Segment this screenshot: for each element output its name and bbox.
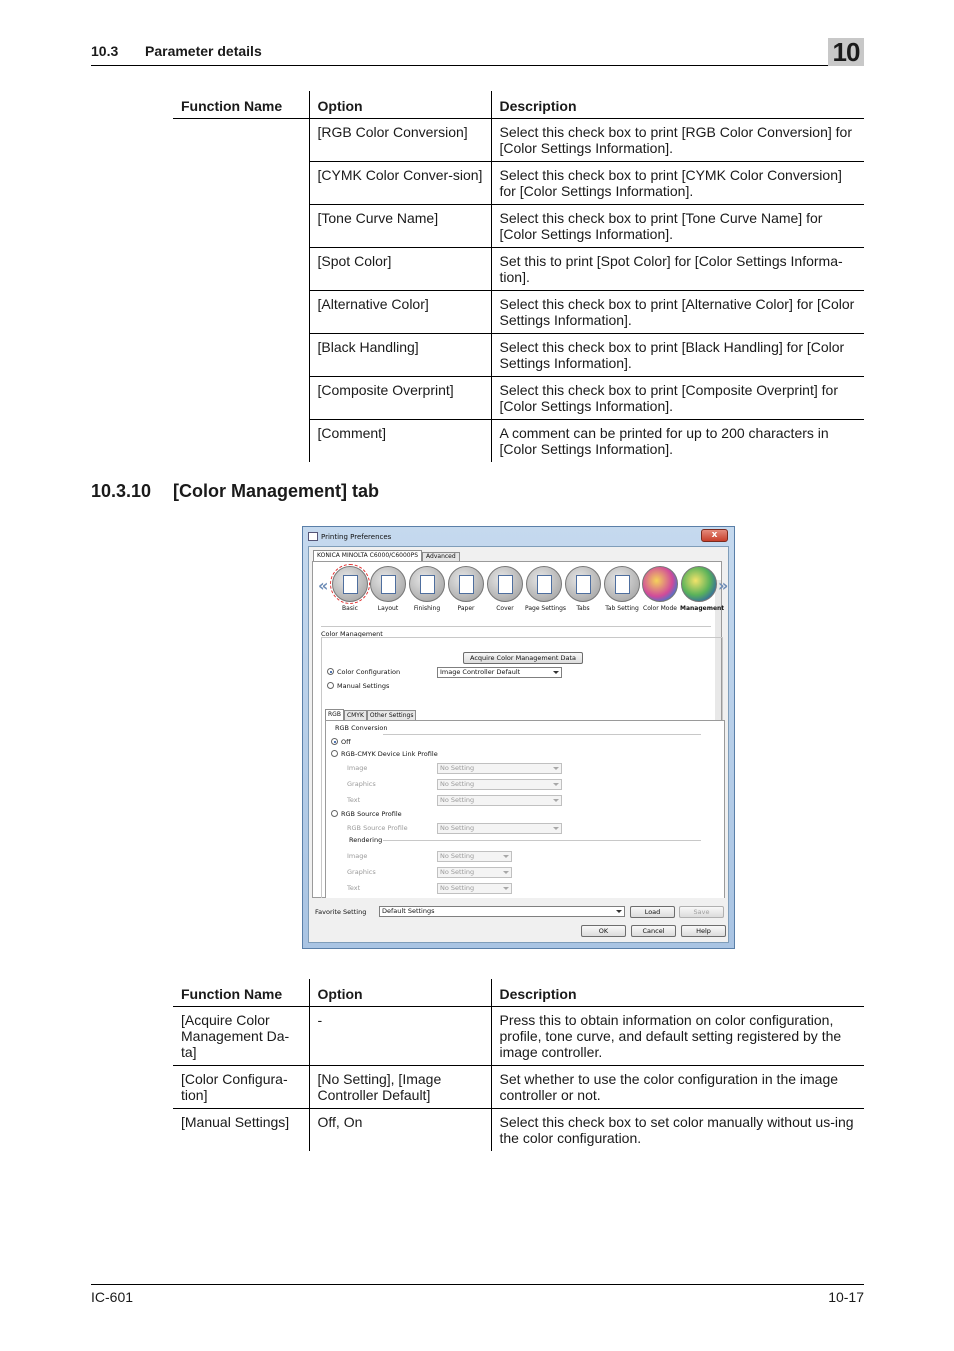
color-configuration-select[interactable] bbox=[437, 667, 562, 678]
section-number: 10.3.10 bbox=[91, 481, 152, 501]
function-icon-row bbox=[318, 566, 729, 616]
description-cell: Select this check box to print [CYMK Color Conversion] for [Color Settings Information]. bbox=[491, 162, 864, 205]
icon-label-management: Management bbox=[680, 605, 725, 612]
device-link-profile-radio[interactable] bbox=[331, 750, 338, 757]
column-header-description: Description bbox=[491, 979, 864, 1007]
header-section-title: Parameter details bbox=[145, 43, 262, 59]
chevron-down-icon bbox=[553, 783, 559, 786]
column-header-function: Function Name bbox=[173, 91, 309, 119]
tab-rgb[interactable]: RGB bbox=[325, 709, 344, 720]
icon-paper[interactable] bbox=[447, 566, 485, 612]
device-link-text-select[interactable] bbox=[437, 795, 562, 806]
rendering-image-select[interactable] bbox=[437, 851, 512, 862]
tab-setting-icon bbox=[604, 566, 640, 602]
select-value: No Setting bbox=[440, 852, 475, 860]
icon-basic[interactable] bbox=[331, 566, 369, 612]
table-row bbox=[173, 162, 864, 205]
description-cell: Select this check box to print [RGB Color Conversion] for [Color Settings Information]. bbox=[491, 119, 864, 162]
description-cell: A comment can be printed for up to 200 characters in [Color Settings Information]. bbox=[491, 420, 864, 463]
icon-label-layout: Layout bbox=[377, 605, 399, 612]
option-cell: [Alternative Color] bbox=[309, 291, 491, 334]
function-cell bbox=[173, 248, 309, 291]
favorite-setting-label: Favorite Setting bbox=[315, 908, 367, 916]
icon-tabs[interactable] bbox=[564, 566, 602, 612]
column-header-description: Description bbox=[491, 91, 864, 119]
parameter-table-bottom bbox=[173, 979, 864, 1151]
rendering-text-label: Text bbox=[347, 884, 361, 892]
description-cell: Select this check box to print [Alternative Color] for [Color Settings Information]. bbox=[491, 291, 864, 334]
tab-cmyk[interactable]: CMYK bbox=[344, 710, 367, 720]
printer-icon bbox=[308, 532, 318, 541]
function-cell: [Color Configura-tion] bbox=[173, 1066, 309, 1109]
page-footer bbox=[91, 1284, 864, 1305]
rendering-label: Rendering bbox=[349, 836, 383, 844]
table-row bbox=[173, 248, 864, 291]
option-cell: [Comment] bbox=[309, 420, 491, 463]
dialog-footer bbox=[309, 898, 728, 942]
dialog-body bbox=[308, 546, 729, 943]
rendering-graphics-select[interactable] bbox=[437, 867, 512, 878]
source-profile-field-label: RGB Source Profile bbox=[347, 824, 408, 832]
text-label: Text bbox=[347, 796, 361, 804]
page-settings-icon bbox=[526, 566, 562, 602]
chevron-down-icon bbox=[553, 671, 559, 674]
select-value: No Setting bbox=[440, 884, 475, 892]
description-cell: Set whether to use the color configuration in the image controller or not. bbox=[491, 1066, 864, 1109]
column-header-option: Option bbox=[309, 979, 491, 1007]
chevron-down-icon bbox=[616, 910, 622, 913]
footer-page-number: 10-17 bbox=[828, 1289, 864, 1305]
page-header bbox=[91, 37, 864, 67]
save-button[interactable]: Save bbox=[679, 906, 724, 918]
tab-other-settings[interactable]: Other Settings bbox=[367, 710, 417, 720]
divider bbox=[383, 734, 701, 735]
divider bbox=[321, 626, 711, 627]
help-button[interactable]: Help bbox=[681, 925, 726, 937]
management-icon bbox=[681, 566, 717, 602]
acquire-color-management-data-button[interactable]: Acquire Color Management Data bbox=[463, 652, 583, 664]
option-cell: Off, On bbox=[309, 1109, 491, 1152]
icon-management[interactable] bbox=[680, 566, 725, 612]
icon-label-tab-setting: Tab Setting bbox=[605, 605, 639, 612]
device-link-profile-label: RGB-CMYK Device Link Profile bbox=[341, 750, 438, 758]
section-title: [Color Management] tab bbox=[173, 481, 380, 501]
top-tabs bbox=[313, 550, 460, 561]
option-cell: [Black Handling] bbox=[309, 334, 491, 377]
image-label: Image bbox=[347, 764, 368, 772]
color-configuration-radio[interactable] bbox=[327, 668, 334, 675]
manual-settings-radio[interactable] bbox=[327, 682, 334, 689]
function-cell bbox=[173, 162, 309, 205]
table-row bbox=[173, 377, 864, 420]
device-link-image-select[interactable] bbox=[437, 763, 562, 774]
description-cell: Select this check box to print [Tone Curve Name] for [Color Settings Information]. bbox=[491, 205, 864, 248]
description-cell: Select this check box to print [Black Handling] for [Color Settings Information]. bbox=[491, 334, 864, 377]
close-button[interactable]: x bbox=[701, 529, 728, 542]
table-row bbox=[173, 1007, 864, 1066]
icon-label-basic: Basic bbox=[342, 605, 358, 612]
chevron-down-icon bbox=[503, 855, 509, 858]
column-header-function: Function Name bbox=[173, 979, 309, 1007]
icon-label-page-settings: Page Settings bbox=[525, 605, 567, 612]
option-cell: [CYMK Color Conver-sion] bbox=[309, 162, 491, 205]
select-value: No Setting bbox=[440, 780, 475, 788]
device-link-graphics-select[interactable] bbox=[437, 779, 562, 790]
select-value: No Setting bbox=[440, 868, 475, 876]
chevron-down-icon bbox=[553, 827, 559, 830]
description-cell: Set this to print [Spot Color] for [Color Settings Informa-tion]. bbox=[491, 248, 864, 291]
icon-cover[interactable] bbox=[486, 566, 524, 612]
header-section-number: 10.3 bbox=[91, 43, 119, 59]
graphics-label: Graphics bbox=[347, 780, 376, 788]
function-cell bbox=[173, 420, 309, 463]
function-cell: [Manual Settings] bbox=[181, 1114, 290, 1130]
icon-finishing[interactable] bbox=[408, 566, 446, 612]
tab-konica-minolta[interactable]: KONICA MINOLTA C6000/C6000PS bbox=[313, 550, 422, 561]
sub-tabs bbox=[325, 709, 416, 720]
favorite-setting-value: Default Settings bbox=[382, 907, 435, 915]
icon-tab-setting[interactable] bbox=[603, 566, 641, 612]
parameter-table-top bbox=[173, 91, 864, 462]
icon-label-cover: Cover bbox=[496, 605, 514, 612]
scroll-left-icon[interactable]: « bbox=[318, 576, 329, 595]
option-cell: [RGB Color Conversion] bbox=[309, 119, 491, 162]
column-header-option: Option bbox=[309, 91, 491, 119]
table-row bbox=[173, 205, 864, 248]
cover-icon bbox=[487, 566, 523, 602]
source-profile-select[interactable] bbox=[437, 823, 562, 834]
color-configuration-label: Color Configuration bbox=[337, 668, 401, 676]
table-row bbox=[173, 334, 864, 377]
favorite-setting-select[interactable] bbox=[379, 906, 625, 917]
color-mode-icon bbox=[642, 566, 678, 602]
function-cell bbox=[173, 291, 309, 334]
tabs-icon bbox=[565, 566, 601, 602]
select-value: No Setting bbox=[440, 824, 475, 832]
divider bbox=[383, 840, 701, 841]
ok-button[interactable]: OK bbox=[581, 925, 626, 937]
printing-preferences-dialog bbox=[302, 526, 735, 949]
icon-label-finishing: Finishing bbox=[413, 605, 441, 612]
chapter-number-badge: 10 bbox=[828, 38, 864, 66]
icon-layout[interactable] bbox=[369, 566, 407, 612]
cancel-button[interactable]: Cancel bbox=[631, 925, 676, 937]
table-header-row bbox=[173, 979, 864, 1007]
select-value: No Setting bbox=[440, 796, 475, 804]
layout-icon bbox=[370, 566, 406, 602]
rgb-source-profile-label: RGB Source Profile bbox=[341, 810, 402, 818]
paper-icon bbox=[448, 566, 484, 602]
description-cell: Press this to obtain information on color configuration, profile, tone curve, and default setting registered by the image controller. bbox=[491, 1007, 864, 1066]
select-value: No Setting bbox=[440, 764, 475, 772]
rendering-image-label: Image bbox=[347, 852, 368, 860]
function-cell bbox=[173, 205, 309, 248]
rendering-graphics-label: Graphics bbox=[347, 868, 376, 876]
table-row bbox=[173, 420, 864, 463]
icon-color-mode[interactable] bbox=[641, 566, 679, 612]
dialog-title-bar bbox=[307, 530, 730, 544]
rgb-conversion-label: RGB Conversion bbox=[335, 724, 388, 732]
description-cell: Select this check box to set color manually without us-ing the color configuration. bbox=[491, 1109, 864, 1152]
table-row bbox=[173, 1066, 864, 1109]
chevron-down-icon bbox=[553, 799, 559, 802]
off-label: Off bbox=[341, 738, 351, 746]
table-header-row bbox=[173, 91, 864, 119]
tab-content-area bbox=[312, 561, 729, 898]
section-heading bbox=[91, 481, 379, 502]
option-cell: - bbox=[309, 1007, 491, 1066]
rendering-text-select[interactable] bbox=[437, 883, 512, 894]
function-cell bbox=[173, 377, 309, 420]
color-management-group-title: Color Management bbox=[321, 630, 383, 638]
function-cell bbox=[173, 334, 309, 377]
manual-settings-label: Manual Settings bbox=[337, 682, 390, 690]
color-configuration-value: Image Controller Default bbox=[440, 668, 521, 676]
icon-label-paper: Paper bbox=[457, 605, 475, 612]
tab-advanced[interactable]: Advanced bbox=[422, 552, 460, 561]
basic-icon bbox=[332, 566, 368, 602]
table-row bbox=[173, 1109, 864, 1152]
dialog-title: Printing Preferences bbox=[321, 533, 392, 541]
off-radio[interactable] bbox=[331, 738, 338, 745]
rgb-source-profile-radio[interactable] bbox=[331, 810, 338, 817]
table-row bbox=[173, 119, 864, 162]
option-cell: [Composite Overprint] bbox=[309, 377, 491, 420]
icon-label-color-mode: Color Mode bbox=[643, 605, 677, 612]
option-cell: [Spot Color] bbox=[309, 248, 491, 291]
icon-label-tabs: Tabs bbox=[576, 605, 590, 612]
function-cell: [Acquire Color Management Da-ta] bbox=[173, 1007, 309, 1066]
load-button[interactable]: Load bbox=[630, 906, 675, 918]
description-cell: Select this check box to print [Composite Overprint] for [Color Settings Information]. bbox=[491, 377, 864, 420]
option-cell: [Tone Curve Name] bbox=[309, 205, 491, 248]
finishing-icon bbox=[409, 566, 445, 602]
icon-page-settings[interactable] bbox=[525, 566, 567, 612]
chevron-down-icon bbox=[503, 871, 509, 874]
chevron-down-icon bbox=[503, 887, 509, 890]
option-cell: [No Setting], [Image Controller Default] bbox=[309, 1066, 491, 1109]
footer-product: IC-601 bbox=[91, 1289, 134, 1305]
function-cell bbox=[173, 119, 309, 162]
chevron-down-icon bbox=[553, 767, 559, 770]
scroll-right-icon[interactable]: » bbox=[718, 576, 729, 595]
table-row bbox=[173, 291, 864, 334]
